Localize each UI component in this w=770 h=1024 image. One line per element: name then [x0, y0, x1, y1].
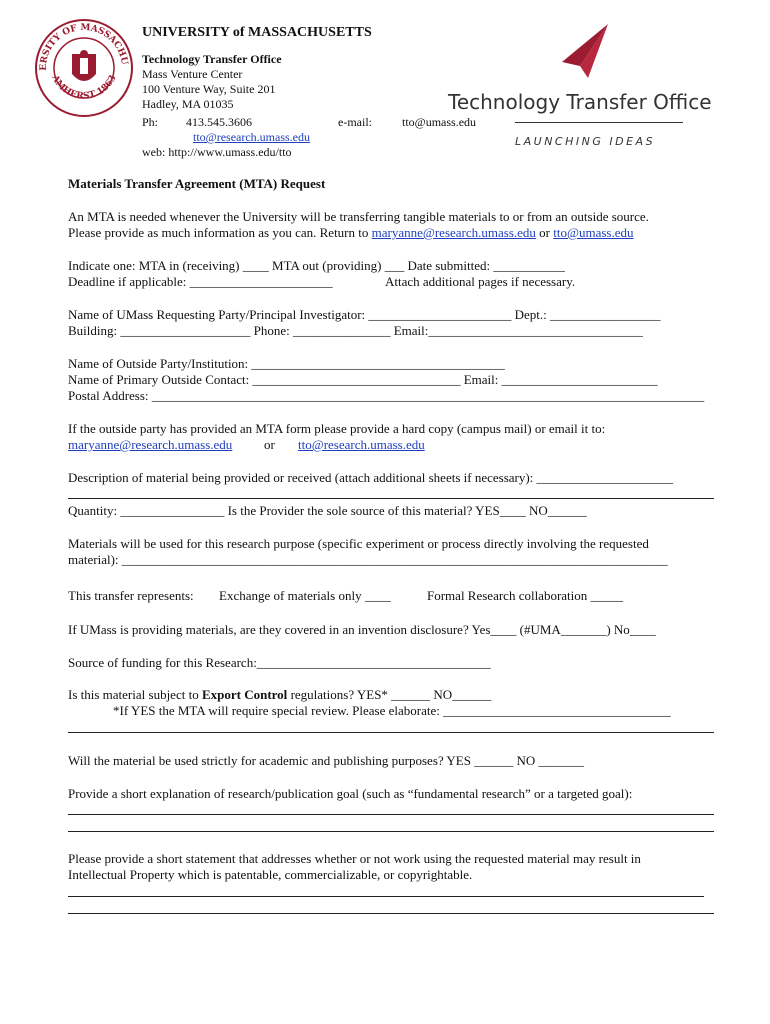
intro-email-link-2[interactable]: tto@umass.edu	[553, 225, 634, 240]
export-yes-note[interactable]: *If YES the MTA will require special review. Please elaborate: ___________________________________	[113, 703, 671, 718]
postal-address-line[interactable]: Postal Address: _____________________________________________________________________________________	[68, 388, 705, 403]
svg-text:UNIVERSITY OF MASSACHUSETTS: ERSITY OF MASSACHU	[38, 22, 129, 71]
export-text-c: regulations? YES* ______ NO______	[287, 687, 492, 702]
deadline-line[interactable]: Deadline if applicable: ______________________	[68, 274, 333, 289]
purpose-line-1: Materials will be used for this research purpose (specific experiment or process directly involving the requested	[68, 536, 649, 551]
export-control-bold: Export Control	[201, 687, 288, 702]
intro-or: or	[535, 225, 554, 240]
tto-logo-rule	[515, 122, 683, 123]
building-line[interactable]: Building: ____________________ Phone: _______________ Email:_________________________________	[68, 323, 643, 338]
purpose-line-2[interactable]: material): ____________________________________________________________________________________	[68, 552, 668, 567]
phone-label: Ph:	[142, 115, 159, 129]
svg-text:AMHERST 1863: AMHERST 1863	[49, 73, 119, 102]
export-blank[interactable]	[68, 732, 714, 733]
outside-party-line[interactable]: Name of Outside Party/Institution: _______________________________________	[68, 356, 505, 371]
intro-email-link-1[interactable]: maryanne@research.umass.edu	[371, 225, 536, 240]
mta-email-link-2[interactable]: tto@research.umass.edu	[298, 437, 425, 452]
university-name: UNIVERSITY of MASSACHUSETTS	[142, 25, 372, 40]
address-line-2: 100 Venture Way, Suite 201	[142, 82, 276, 96]
description-line[interactable]: Description of material being provided or received (attach additional sheets if necessary): _____________________	[68, 470, 674, 485]
university-seal	[34, 18, 134, 118]
address-line-1: Mass Venture Center	[142, 67, 243, 81]
mta-or: or	[264, 437, 275, 452]
academic-purpose-line[interactable]: Will the material be used strictly for academic and publishing purposes? YES ______ NO _______	[68, 753, 584, 768]
ip-blank-2[interactable]	[68, 913, 714, 914]
form-title: Materials Transfer Agreement (MTA) Request	[68, 176, 326, 191]
invention-disclosure-line[interactable]: If UMass is providing materials, are they covered in an invention disclosure? Yes____ (#UMA_______) No____	[68, 622, 656, 637]
ip-question-line-2: Intellectual Property which is patentable, commercializable, or copyrightable.	[68, 867, 473, 882]
export-text-a: Is this material subject to	[68, 687, 202, 702]
address-line-3: Hadley, MA 01035	[142, 97, 234, 111]
office-name: Technology Transfer Office	[142, 52, 282, 66]
web-address: web: http://www.umass.edu/tto	[142, 145, 292, 159]
email-primary: tto@umass.edu	[402, 115, 477, 129]
description-blank[interactable]	[68, 498, 714, 499]
goal-blank-2[interactable]	[68, 831, 714, 832]
phone-number: 413.545.3606	[186, 115, 252, 129]
outside-contact-line[interactable]: Name of Primary Outside Contact: ________________________________ Email: ________________________	[68, 372, 658, 387]
email-research-link[interactable]: tto@research.umass.edu	[193, 130, 311, 144]
mta-form-question: If the outside party has provided an MTA form please provide a hard copy (campus mail) or email it to:	[68, 421, 606, 436]
email-label: e-mail:	[338, 115, 372, 129]
attach-note: Attach additional pages if necessary.	[385, 274, 576, 289]
paper-plane-icon	[558, 22, 614, 80]
seal-icon	[34, 18, 134, 118]
intro-text: Please provide as much information as you can. Return to	[68, 225, 372, 240]
transfer-option-collaboration[interactable]: Formal Research collaboration _____	[427, 588, 624, 603]
transfer-label: This transfer represents:	[68, 588, 194, 603]
mta-email-link-1[interactable]: maryanne@research.umass.edu	[68, 437, 233, 452]
pi-line[interactable]: Name of UMass Requesting Party/Principal Investigator: ______________________ Dept.: _________________	[68, 307, 661, 322]
export-control-line[interactable]	[68, 687, 491, 703]
tto-logo-tagline: LAUNCHING IDEAS	[515, 135, 656, 148]
intro-line-2	[68, 225, 633, 241]
tto-logo-title: Technology Transfer Office	[448, 90, 712, 114]
tto-logo-mark	[558, 22, 614, 80]
goal-blank-1[interactable]	[68, 814, 714, 815]
indicate-line[interactable]: Indicate one: MTA in (receiving) ____ MTA out (providing) ___ Date submitted: ___________	[68, 258, 565, 273]
ip-question-line-1: Please provide a short statement that addresses whether or not work using the requested material may result in	[68, 851, 641, 866]
intro-line-1: An MTA is needed whenever the University will be transferring tangible materials to or from an outside source.	[68, 209, 649, 224]
goal-question: Provide a short explanation of research/publication goal (such as “fundamental research” or a targeted goal):	[68, 786, 633, 801]
transfer-option-exchange[interactable]: Exchange of materials only ____	[219, 588, 391, 603]
ip-blank-1[interactable]	[68, 896, 704, 897]
funding-line[interactable]: Source of funding for this Research:____________________________________	[68, 655, 491, 670]
quantity-line[interactable]: Quantity: ________________ Is the Provider the sole source of this material? YES____ NO______	[68, 503, 587, 518]
